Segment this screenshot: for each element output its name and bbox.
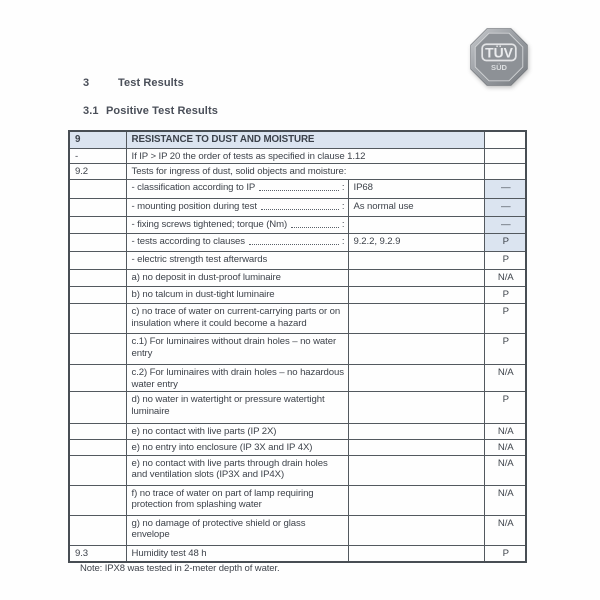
value-cell [348, 287, 484, 304]
value-cell [348, 424, 484, 440]
value-cell: IP68 [348, 180, 484, 199]
table-row [69, 424, 526, 440]
value-cell [348, 334, 484, 365]
table-row [69, 217, 526, 234]
table-row [69, 365, 526, 392]
clause-cell [69, 287, 126, 304]
clause-cell [69, 424, 126, 440]
dotted-leader [261, 209, 339, 210]
requirement-cell: e) no contact with live parts (IP 2X) [126, 424, 348, 440]
clause-cell [69, 485, 126, 515]
requirement-cell: - tests according to clauses : [126, 234, 348, 252]
requirement-cell: Humidity test 48 h [126, 545, 348, 562]
logo-text-sud: SÜD [491, 62, 507, 72]
value-cell: 9.2.2, 9.2.9 [348, 234, 484, 252]
value-cell [348, 439, 484, 455]
requirement-cell: - fixing screws tightened; torque (Nm) : [126, 217, 348, 234]
test-results-table [68, 130, 527, 563]
result-cell: N/A [484, 365, 526, 392]
table-row [69, 439, 526, 455]
table-row [69, 148, 526, 164]
clause-cell [69, 334, 126, 365]
value-cell [348, 485, 484, 515]
value-cell [348, 252, 484, 270]
requirement-cell: Tests for ingress of dust, solid objects and moisture: [126, 164, 484, 180]
result-cell: P [484, 545, 526, 562]
result-cell: P [484, 304, 526, 334]
requirement-cell: c.2) For luminaires with drain holes – no hazardous water entry [126, 365, 348, 392]
result-cell [484, 148, 526, 164]
result-cell: P [484, 392, 526, 424]
result-cell: P [484, 287, 526, 304]
value-cell [348, 515, 484, 545]
dotted-leader [291, 227, 339, 228]
clause-cell [69, 252, 126, 270]
requirement-cell: g) no damage of protective shield or glass envelope [126, 515, 348, 545]
section-title: Test Results [118, 77, 184, 89]
dotted-leader [259, 190, 339, 191]
table-row [69, 455, 526, 485]
requirement-cell: c.1) For luminaires without drain holes – no water entry [126, 334, 348, 365]
requirement-cell: - mounting position during test : [126, 199, 348, 217]
table-row [69, 485, 526, 515]
value-cell [348, 365, 484, 392]
clause-cell [69, 455, 126, 485]
clause-cell [69, 365, 126, 392]
requirement-cell: e) no contact with live parts through drain holes and ventilation slots (IP3X and IP4X) [126, 455, 348, 485]
subsection-number: 3.1 [83, 105, 99, 117]
clause-cell [69, 304, 126, 334]
value-cell: As normal use [348, 199, 484, 217]
clause-cell [69, 270, 126, 287]
table-row [69, 334, 526, 365]
requirement-cell: c) no trace of water on current-carrying parts or on insulation where it could become a hazard [126, 304, 348, 334]
requirement-cell: e) no entry into enclosure (IP 3X and IP 4X) [126, 439, 348, 455]
requirement-cell: b) no talcum in dust-tight luminaire [126, 287, 348, 304]
result-cell: N/A [484, 515, 526, 545]
test-results-table-body [69, 131, 526, 562]
requirement-cell: f) no trace of water on part of lamp requiring protection from splashing water [126, 485, 348, 515]
value-cell [348, 217, 484, 234]
table-row [69, 287, 526, 304]
clause-cell: 9.2 [69, 164, 126, 180]
clause-cell [69, 180, 126, 199]
requirement-cell: - classification according to IP : [126, 180, 348, 199]
clause-cell: 9.3 [69, 545, 126, 562]
requirement-cell: If IP > IP 20 the order of tests as specified in clause 1.12 [126, 148, 484, 164]
table-row [69, 270, 526, 287]
section-heading [83, 77, 184, 89]
result-cell: — [484, 217, 526, 234]
clause-cell [69, 515, 126, 545]
result-cell: N/A [484, 455, 526, 485]
table-row [69, 252, 526, 270]
clause-cell [69, 234, 126, 252]
table-row [69, 545, 526, 562]
tuv-sud-logo [470, 28, 528, 86]
clause-cell [69, 217, 126, 234]
result-cell: P [484, 252, 526, 270]
result-cell [484, 131, 526, 148]
result-cell [484, 164, 526, 180]
table-row [69, 234, 526, 252]
result-cell: N/A [484, 485, 526, 515]
clause-cell: 9 [69, 131, 126, 148]
requirement-cell: a) no deposit in dust-proof luminaire [126, 270, 348, 287]
result-cell: N/A [484, 270, 526, 287]
requirement-cell: d) no water in watertight or pressure watertight luminaire [126, 392, 348, 424]
table-row [69, 515, 526, 545]
result-cell: P [484, 234, 526, 252]
section-number: 3 [83, 77, 90, 89]
subsection-heading [83, 105, 218, 117]
table-row [69, 180, 526, 199]
table-row [69, 164, 526, 180]
subsection-title: Positive Test Results [106, 105, 218, 117]
result-cell: P [484, 334, 526, 365]
result-cell: — [484, 180, 526, 199]
table-row [69, 304, 526, 334]
table-row [69, 199, 526, 217]
result-cell: — [484, 199, 526, 217]
value-cell [348, 455, 484, 485]
tuv-sud-logo-icon [470, 28, 528, 86]
value-cell [348, 270, 484, 287]
footnote: Note: IPX8 was tested in 2-meter depth of water. [80, 563, 280, 574]
logo-text-tuv: TÜV [485, 44, 513, 61]
clause-cell [69, 392, 126, 424]
requirement-cell: RESISTANCE TO DUST AND MOISTURE [126, 131, 484, 148]
table-row [69, 131, 526, 148]
clause-cell: - [69, 148, 126, 164]
clause-cell [69, 439, 126, 455]
value-cell [348, 304, 484, 334]
requirement-cell: - electric strength test afterwards [126, 252, 348, 270]
clause-cell [69, 199, 126, 217]
result-cell: N/A [484, 439, 526, 455]
dotted-leader [249, 244, 339, 245]
value-cell [348, 545, 484, 562]
table-row [69, 392, 526, 424]
result-cell: N/A [484, 424, 526, 440]
value-cell [348, 392, 484, 424]
